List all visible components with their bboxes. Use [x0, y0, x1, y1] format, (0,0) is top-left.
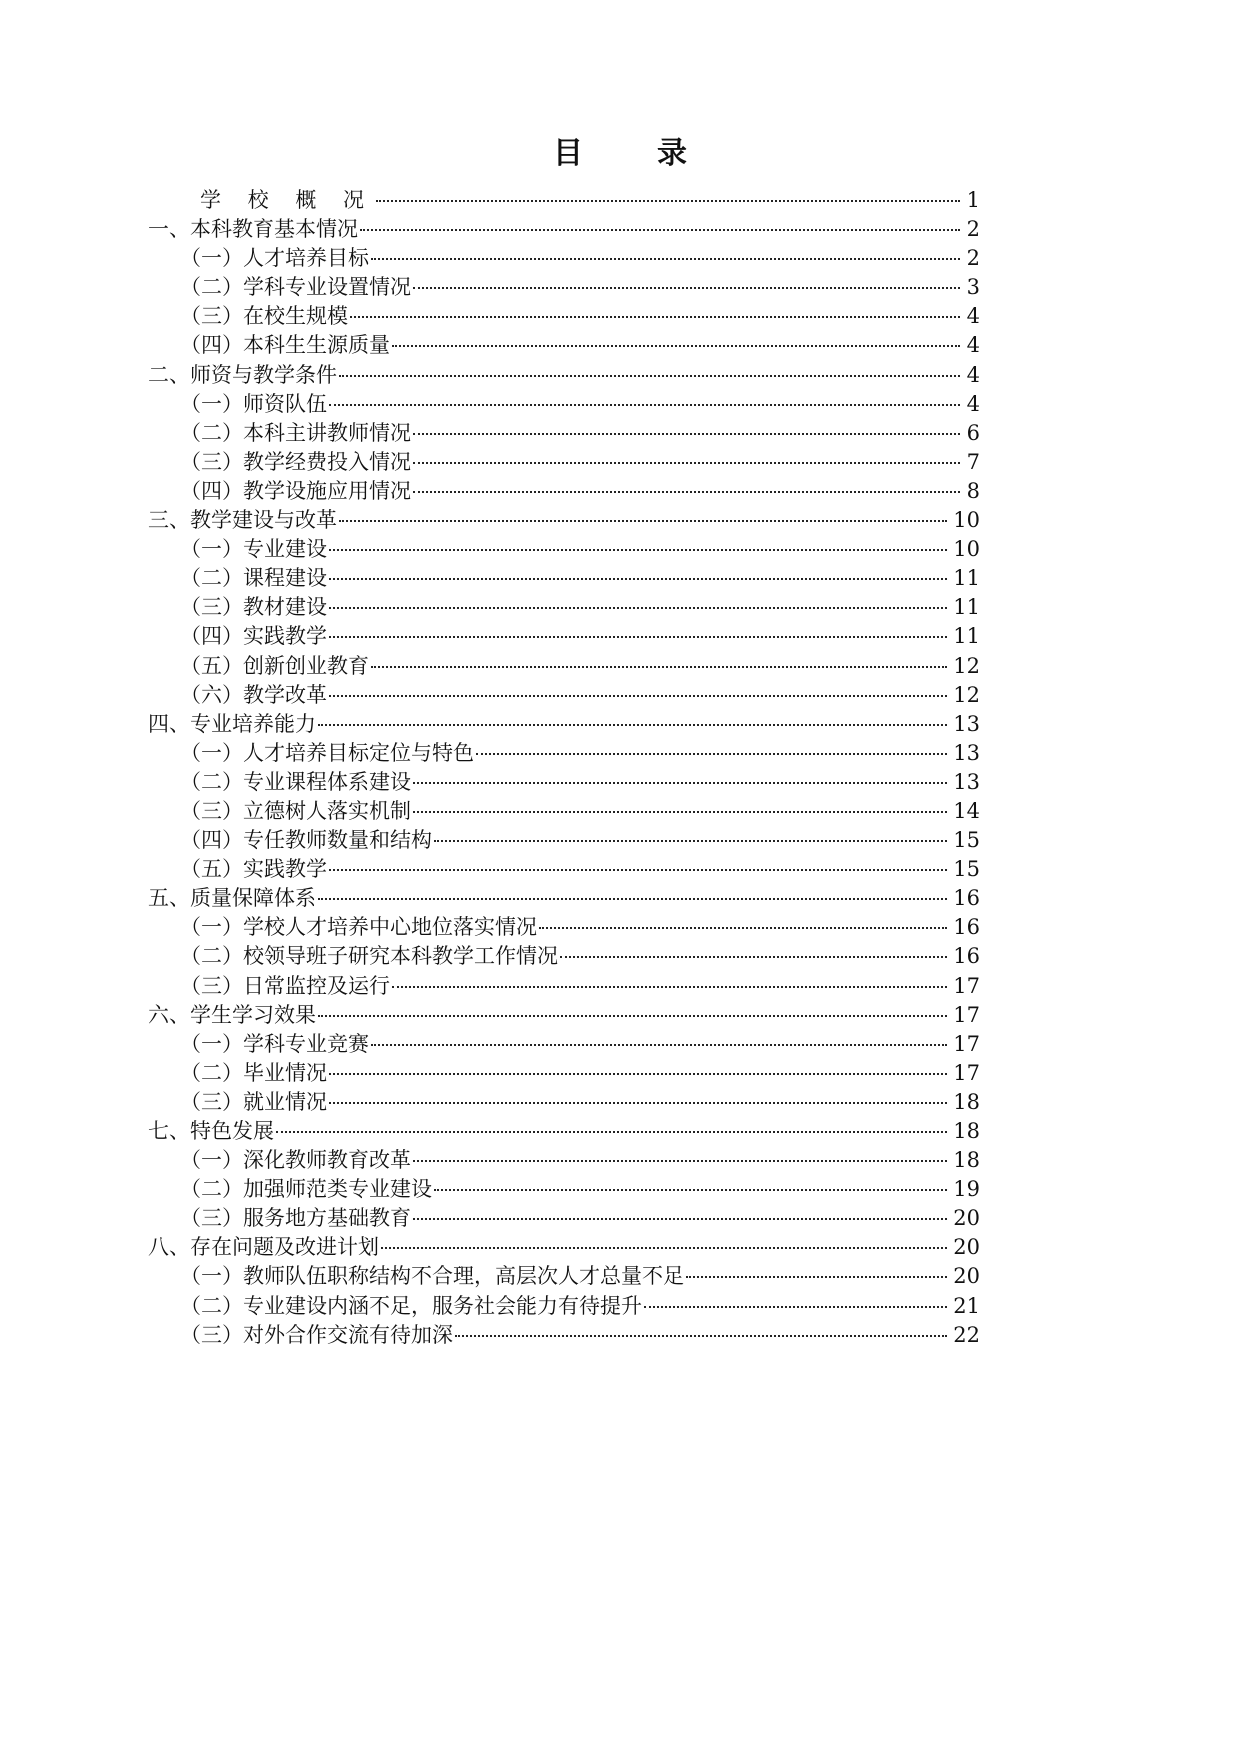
toc-page-number: 4	[966, 391, 980, 416]
toc-entry-label: （四）本科生生源质量	[180, 333, 390, 358]
toc-page-number: 6	[966, 420, 980, 445]
toc-entry-label: （四）实践教学	[180, 624, 327, 649]
dot-leader	[560, 956, 947, 958]
toc-entry-label: （一）教师队伍职称结构不合理，高层次人才总量不足	[180, 1264, 684, 1289]
dot-leader	[371, 1044, 947, 1046]
toc-entry-label: （一）深化教师教育改革	[180, 1148, 411, 1173]
dot-leader	[371, 258, 960, 260]
toc-page-number: 13	[953, 769, 980, 794]
toc-entry-label: （一）人才培养目标定位与特色	[180, 740, 474, 765]
dot-leader	[539, 927, 947, 929]
toc-subsection-entry[interactable]	[148, 244, 980, 273]
toc-subsection-entry[interactable]	[148, 622, 980, 651]
dot-leader	[329, 869, 947, 871]
toc-page-number: 4	[966, 333, 980, 358]
toc-page-number: 4	[966, 304, 980, 329]
dot-leader	[413, 462, 960, 464]
toc-page-number: 8	[966, 478, 980, 503]
toc-page-number: 12	[953, 682, 980, 707]
toc-page-number: 7	[966, 449, 980, 474]
toc-entry-label: （四）教学设施应用情况	[180, 478, 411, 503]
toc-page-number: 14	[953, 798, 980, 823]
dot-leader	[329, 1073, 947, 1075]
toc-page-number: 15	[953, 828, 980, 853]
toc-entry-label: （二）专业课程体系建设	[180, 769, 411, 794]
toc-subsection-entry[interactable]	[148, 448, 980, 477]
toc-page-number: 11	[953, 595, 980, 620]
toc-section-entry[interactable]	[148, 1233, 980, 1262]
toc-page-number: 13	[953, 711, 980, 736]
toc-subsection-entry[interactable]	[148, 477, 980, 506]
dot-leader	[329, 404, 960, 406]
toc-page-number: 4	[966, 362, 980, 387]
toc-subsection-entry[interactable]	[148, 768, 980, 797]
toc-page-number: 17	[953, 973, 980, 998]
toc-subsection-entry[interactable]	[148, 1292, 980, 1321]
toc-entry-label: 一、本科教育基本情况	[148, 217, 358, 242]
dot-leader	[455, 1335, 947, 1337]
toc-section-entry[interactable]	[148, 1117, 980, 1146]
toc-page-number: 10	[953, 508, 980, 533]
dot-leader	[329, 695, 947, 697]
dot-leader	[329, 549, 947, 551]
dot-leader	[644, 1306, 947, 1308]
toc-section-entry[interactable]	[148, 884, 980, 913]
toc-subsection-entry[interactable]	[148, 826, 980, 855]
toc-page-number: 17	[953, 1002, 980, 1027]
toc-page-number: 20	[953, 1235, 980, 1260]
toc-entry-label: 四、专业培养能力	[148, 711, 316, 736]
toc-subsection-entry[interactable]	[148, 593, 980, 622]
toc-entry-label: （三）立德树人落实机制	[180, 798, 411, 823]
toc-page-number: 17	[953, 1031, 980, 1056]
dot-leader	[318, 724, 947, 726]
toc-page-number: 2	[966, 217, 980, 242]
dot-leader	[360, 229, 960, 231]
toc-entry-label: （三）对外合作交流有待加深	[180, 1322, 453, 1347]
toc-entry-label: （二）学科专业设置情况	[180, 275, 411, 300]
toc-section-entry[interactable]	[148, 506, 980, 535]
dot-leader	[339, 375, 960, 377]
toc-subsection-entry[interactable]	[148, 1088, 980, 1117]
toc-entry-label: （四）专任教师数量和结构	[180, 828, 432, 853]
toc-subsection-entry[interactable]	[148, 419, 980, 448]
toc-entry-label: （二）专业建设内涵不足，服务社会能力有待提升	[180, 1293, 642, 1318]
toc-page-number: 16	[953, 915, 980, 940]
dot-leader	[339, 520, 947, 522]
toc-page-number: 13	[953, 740, 980, 765]
dot-leader	[413, 1160, 947, 1162]
toc-page-number: 18	[953, 1089, 980, 1114]
dot-leader	[434, 1189, 947, 1191]
toc-entry-label: （三）服务地方基础教育	[180, 1206, 411, 1231]
toc-entry-label: （一）专业建设	[180, 537, 327, 562]
toc-page-number: 22	[953, 1322, 980, 1347]
dot-leader	[371, 666, 947, 668]
toc-subsection-entry[interactable]	[148, 1030, 980, 1059]
toc-entry-label: （三）教材建设	[180, 595, 327, 620]
toc-entry-label: （二）毕业情况	[180, 1060, 327, 1085]
toc-entry-label: （一）师资队伍	[180, 391, 327, 416]
toc-subsection-entry[interactable]	[148, 273, 980, 302]
dot-leader	[318, 898, 947, 900]
toc-entry-label: （一）人才培养目标	[180, 246, 369, 271]
toc-entry-label: 三、教学建设与改革	[148, 508, 337, 533]
toc-page-number: 12	[953, 653, 980, 678]
toc-entry-label: （五）实践教学	[180, 857, 327, 882]
toc-entry-label: 二、师资与教学条件	[148, 362, 337, 387]
toc-entry-label: （二）课程建设	[180, 566, 327, 591]
table-of-contents	[148, 186, 980, 1350]
toc-section-entry[interactable]	[148, 186, 980, 215]
toc-section-entry[interactable]	[148, 1001, 980, 1030]
toc-section-entry[interactable]	[148, 710, 980, 739]
toc-subsection-entry[interactable]	[148, 942, 980, 971]
toc-page-number: 16	[953, 886, 980, 911]
toc-entry-label: （二）加强师范类专业建设	[180, 1177, 432, 1202]
toc-entry-label: 八、存在问题及改进计划	[148, 1235, 379, 1260]
toc-subsection-entry[interactable]	[148, 390, 980, 419]
dot-leader	[686, 1276, 947, 1278]
dot-leader	[318, 1015, 947, 1017]
toc-page-number: 2	[966, 246, 980, 271]
dot-leader	[392, 986, 947, 988]
dot-leader	[381, 1247, 947, 1249]
dot-leader	[413, 287, 960, 289]
toc-entry-label: （三）就业情况	[180, 1089, 327, 1114]
toc-page-number: 11	[953, 624, 980, 649]
toc-entry-label: （三）日常监控及运行	[180, 973, 390, 998]
toc-title: 目 录	[553, 136, 709, 171]
toc-page-number: 10	[953, 537, 980, 562]
toc-subsection-entry[interactable]	[148, 681, 980, 710]
toc-entry-label: （三）教学经费投入情况	[180, 449, 411, 474]
dot-leader	[376, 200, 960, 202]
dot-leader	[413, 433, 960, 435]
toc-entry-label: 六、学生学习效果	[148, 1002, 316, 1027]
toc-subsection-entry[interactable]	[148, 972, 980, 1001]
toc-subsection-entry[interactable]	[148, 797, 980, 826]
toc-entry-label: （五）创新创业教育	[180, 653, 369, 678]
toc-entry-label: （二）校领导班子研究本科教学工作情况	[180, 944, 558, 969]
dot-leader	[329, 1102, 947, 1104]
toc-page-number: 11	[953, 566, 980, 591]
toc-page-number: 18	[953, 1148, 980, 1173]
toc-page-number: 1	[966, 188, 980, 212]
dot-leader	[392, 345, 960, 347]
dot-leader	[434, 840, 947, 842]
toc-section-entry[interactable]	[148, 361, 980, 390]
toc-subsection-entry[interactable]	[148, 1175, 980, 1204]
toc-subsection-entry[interactable]	[148, 302, 980, 331]
toc-page-number: 20	[953, 1264, 980, 1289]
toc-page-number: 15	[953, 857, 980, 882]
toc-page-number: 20	[953, 1206, 980, 1231]
toc-entry-label: （三）在校生规模	[180, 304, 348, 329]
dot-leader	[329, 578, 947, 580]
dot-leader	[329, 636, 947, 638]
toc-page-number: 17	[953, 1060, 980, 1085]
dot-leader	[350, 316, 960, 318]
toc-subsection-entry[interactable]	[148, 1262, 980, 1291]
toc-subsection-entry[interactable]	[148, 535, 980, 564]
toc-page-number: 19	[953, 1177, 980, 1202]
toc-subsection-entry[interactable]	[148, 652, 980, 681]
dot-leader	[413, 782, 947, 784]
toc-entry-label: 五、质量保障体系	[148, 886, 316, 911]
toc-entry-label: 学 校 概 况	[200, 188, 375, 212]
toc-subsection-entry[interactable]	[148, 739, 980, 768]
toc-subsection-entry[interactable]	[148, 331, 980, 360]
dot-leader	[413, 811, 947, 813]
toc-page-number: 18	[953, 1119, 980, 1143]
toc-subsection-entry[interactable]	[148, 1146, 980, 1175]
toc-section-entry[interactable]	[148, 215, 980, 244]
toc-subsection-entry[interactable]	[148, 1059, 980, 1088]
toc-entry-label: （一）学校人才培养中心地位落实情况	[180, 915, 537, 940]
toc-subsection-entry[interactable]	[148, 1204, 980, 1233]
dot-leader	[276, 1131, 947, 1133]
dot-leader	[413, 1218, 947, 1220]
dot-leader	[476, 753, 947, 755]
toc-page-number: 16	[953, 944, 980, 969]
dot-leader	[413, 491, 960, 493]
toc-subsection-entry[interactable]	[148, 855, 980, 884]
toc-subsection-entry[interactable]	[148, 913, 980, 942]
toc-subsection-entry[interactable]	[148, 1321, 980, 1350]
toc-entry-label: （六）教学改革	[180, 682, 327, 707]
toc-entry-label: 七、特色发展	[148, 1119, 274, 1143]
dot-leader	[329, 607, 947, 609]
toc-page-number: 21	[953, 1293, 980, 1318]
toc-page-number: 3	[966, 275, 980, 300]
toc-entry-label: （二）本科主讲教师情况	[180, 420, 411, 445]
toc-entry-label: （一）学科专业竞赛	[180, 1031, 369, 1056]
toc-subsection-entry[interactable]	[148, 564, 980, 593]
